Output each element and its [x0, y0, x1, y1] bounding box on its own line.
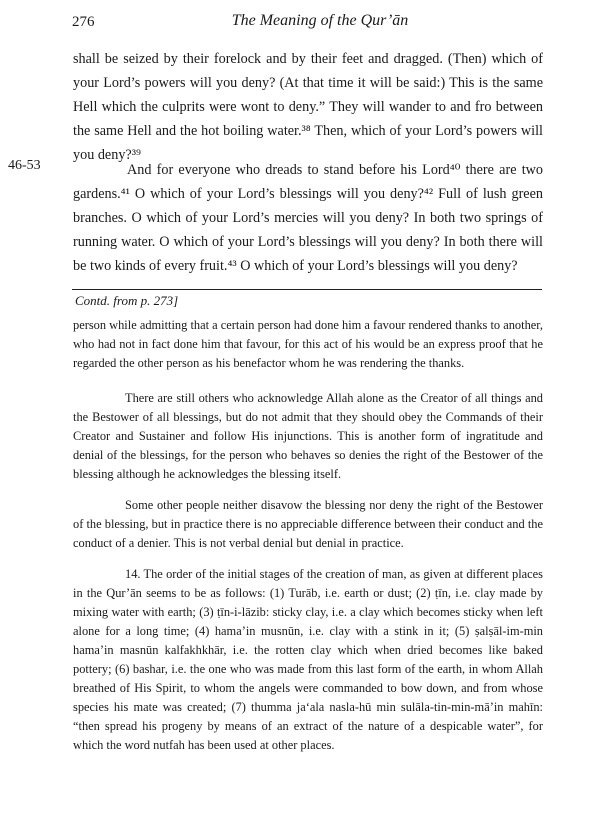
footnote-paragraph: Some other people neither disavow the blessing nor deny the right of the Bestower of the blessing, but in practice there is no appreciable difference between their conduct and the conduct of a denier. This is not verbal denial but denial in practice.: [73, 498, 543, 550]
footnote-paragraph: 14. The order of the initial stages of the creation of man, as given at different places in the Qur’ān seems to be as follows: (1) Turāb, i.e. earth or dust; (2) ṭīn, i.e. clay made by mixing water with earth; (3) ṭīn-i-lāzib: sticky clay, i.e. a clay which becomes sticky when left alone for a long time; (4) hama’in musnūn, i.e. clay with a stink in it; (5) ṣalṣāl-im-min hama’in masnūn kalfakhkhār, i.e. the rotten clay which when dried becomes like baked pottery; (6) bashar, i.e. the one who was made from this last form of the earth, in whom Allah breathed of His Spirit, to whom the angels were commanded to bow down, and from whose species his mate was created; (7) thumma ja‘ala nasla-hū min sulāla-tin-min-mā’in mahīn: “then spread his progeny by means of an extract of the nature of a despicable water”, for which the word nutfah has been used at other places.: [73, 567, 543, 752]
footnote-divider: [72, 289, 542, 290]
verse-block-46-53: [73, 158, 543, 278]
page-number: 276: [72, 14, 95, 30]
verse-block-continued: [73, 47, 543, 167]
footnote-paragraph: There are still others who acknowledge Allah alone as the Creator of all things and the Bestower of all blessings, but do not admit that they should obey the Commands of their Creator and Sustainer and follow His injunctions. This is another form of ingratitude and denial of the blessings, for the person who behaves so denies the right of the Bestower of the blessing although he acknowledges the blessing itself.: [73, 391, 543, 481]
verse-reference: 46-53: [8, 158, 41, 173]
continued-from-label: Contd. from p. 273]: [75, 293, 179, 308]
verse-text: shall be seized by their forelock and by their feet and dragged. (Then) which of your Lord’s powers will you deny? (At that time it will be said:) This is the same Hell which the culprits were wont to deny.” They will wander to and fro between the same Hell and the hot boiling water.³⁸ Then, which of your Lord’s powers will you deny?³⁹: [73, 51, 543, 163]
footnote-paragraph: person while admitting that a certain person had done him a favour rendered thanks to another, who had not in fact done him that favour, for this act of his would be an express proof that he regarded the other person as his benefactor whom he was rendering the thanks.: [73, 318, 543, 370]
verse-text: And for everyone who dreads to stand before his Lord⁴⁰ there are two gardens.⁴¹ O which of your Lord’s blessings will you deny?⁴² Full of lush green branches. O which of your Lord’s mercies will you deny? In both two springs of running water. O which of your Lord’s blessings will you deny? In both there will be two kinds of every fruit.⁴³ O which of your Lord’s blessings will you deny?: [73, 162, 543, 274]
footnotes: [73, 316, 543, 767]
running-title: The Meaning of the Qur’ān: [231, 12, 409, 29]
